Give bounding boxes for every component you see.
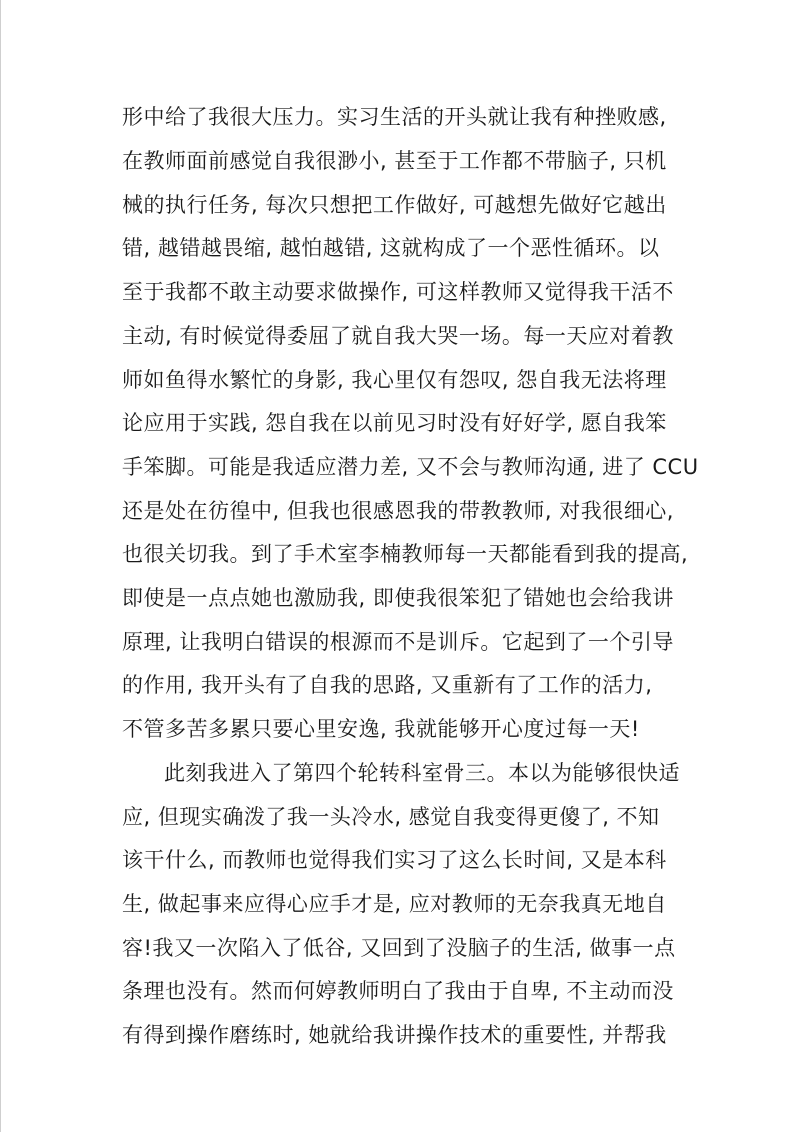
text-line: 不管多苦多累只要心里安逸, 我就能够开心度过每一天! [122, 717, 640, 741]
text-line: 形中给了我很大压力。实习生活的开头就让我有种挫败感, [122, 105, 667, 129]
text-line: 条理也没有。然而何婷教师明白了我由于自卑, 不主动而没 [122, 979, 674, 1003]
text-line: 论应用于实践, 怨自我在以前见习时没有好好学, 愿自我笨 [122, 411, 667, 435]
text-line: 至于我都不敢主动要求做操作, 可这样教师又觉得我干活不 [122, 280, 674, 304]
text-line: 也很关切我。到了手术室李楠教师每一天都能看到我的提高, [122, 542, 689, 566]
text-line: 主动, 有时候觉得委屈了就自我大哭一场。每一天应对着教 [122, 324, 674, 348]
text-line: 错, 越错越畏缩, 越怕越错, 这就构成了一个恶性循环。以 [122, 236, 660, 260]
text-line: 手笨脚。可能是我适应潜力差, 又不会与教师沟通, 进了 CCU [122, 455, 699, 479]
text-line: 的作用, 我开头有了自我的思路, 又重新有了工作的活力, [122, 673, 653, 697]
text-line: 容!我又一次陷入了低谷, 又回到了没脑子的生活, 做事一点 [122, 936, 676, 960]
text-line: 有得到操作磨练时, 她就给我讲操作技术的重要性, 并帮我 [122, 1023, 667, 1047]
text-line: 在教师面前感觉自我很渺小, 甚至于工作都不带脑子, 只机 [122, 149, 667, 173]
text-line: 械的执行任务, 每次只想把工作做好, 可越想先做好它越出 [122, 193, 667, 217]
text-line: 原理, 让我明白错误的根源而不是训斥。它起到了一个引导 [122, 630, 674, 654]
text-line: 生, 做起事来应得心应手才是, 应对教师的无奈我真无地自 [122, 892, 667, 916]
text-line: 师如鱼得水繁忙的身影, 我心里仅有怨叹, 怨自我无法将理 [122, 368, 667, 392]
paragraph-first-line: 此刻我进入了第四个轮转科室骨三。本以为能够很快适 [164, 761, 680, 785]
text-line: 还是处在彷徨中, 但我也很感恩我的带教教师, 对我很细心, [122, 499, 674, 523]
text-line: 即使是一点点她也激励我, 即使我很笨犯了错她也会给我讲 [122, 586, 674, 610]
page-edge-line [0, 0, 1, 1132]
text-line: 应, 但现实确泼了我一头冷水, 感觉自我变得更傻了, 不知 [122, 805, 660, 829]
text-line: 该干什么, 而教师也觉得我们实习了这么长时间, 又是本科 [122, 848, 667, 872]
